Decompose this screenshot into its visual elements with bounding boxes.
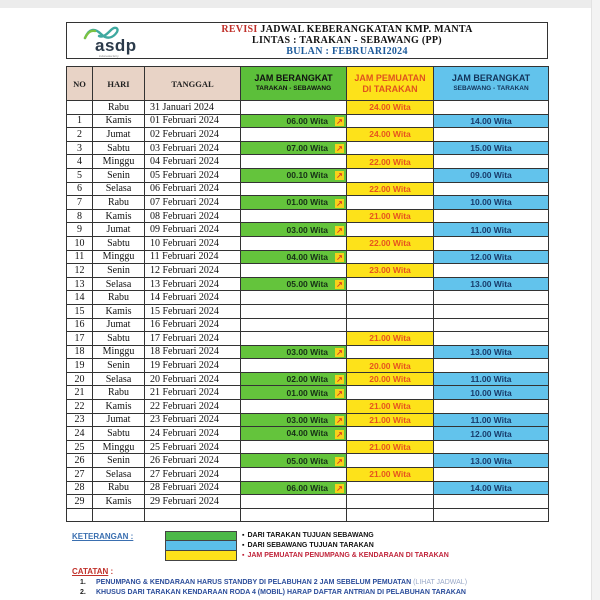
cell-depart-tarakan [241, 386, 347, 400]
cell-tanggal: 27 Februari 2024 [145, 468, 241, 482]
legend-item-text: DARI TARAKAN TUJUAN SEBAWANG [247, 532, 374, 539]
cell-hari: Minggu [93, 345, 145, 359]
table-row [67, 454, 549, 468]
cell-tanggal: 10 Februari 2024 [145, 236, 241, 250]
cell-hari: Senin [93, 168, 145, 182]
cell-depart-tarakan [241, 277, 347, 291]
cell-hari: Rabu [93, 101, 145, 115]
column-header-depart-tarakan [241, 67, 347, 101]
cell-depart-sebawang [434, 359, 549, 373]
legend-label: KETERANGAN : [72, 532, 134, 541]
page-edge-right [591, 0, 600, 600]
cell-loading-tarakan: 20.00 Wita [347, 372, 434, 386]
schedule-header [66, 22, 548, 59]
cell-depart-tarakan [241, 155, 347, 169]
arrow-up-right-icon: ↗ [336, 348, 343, 358]
legend-items [242, 531, 449, 561]
column-header-depart-sebawang [434, 67, 549, 101]
cell-depart-sebawang [434, 236, 549, 250]
legend-swatches [165, 531, 237, 561]
cell-hari [93, 508, 145, 522]
table-row [67, 372, 549, 386]
cell-hari: Selasa [93, 372, 145, 386]
note-text: PENUMPANG & KENDARAAN HARUS STANDBY DI PELABUHAN 2 JAM SEBELUM PEMUATAN [96, 579, 414, 586]
cell-loading-tarakan [347, 223, 434, 237]
cell-tanggal: 23 Februari 2024 [145, 413, 241, 427]
schedule-table [66, 66, 549, 522]
cell-no: 16 [67, 318, 93, 332]
cell-no: 3 [67, 141, 93, 155]
cell-loading-tarakan: 22.00 Wita [347, 155, 434, 169]
cell-tanggal: 22 Februari 2024 [145, 400, 241, 414]
asdp-logo [79, 26, 149, 56]
cell-no: 2 [67, 128, 93, 142]
legend-item [242, 541, 449, 551]
cell-loading-tarakan [347, 141, 434, 155]
cell-depart-sebawang: 11.00 Wita [434, 372, 549, 386]
cell-no: 12 [67, 264, 93, 278]
cell-loading-tarakan [347, 250, 434, 264]
cell-tanggal: 04 Februari 2024 [145, 155, 241, 169]
cell-tanggal: 17 Februari 2024 [145, 332, 241, 346]
cell-depart-tarakan [241, 345, 347, 359]
legend-swatch-blue [166, 541, 236, 550]
column-header-subline: SEBAWANG - TARAKAN [453, 85, 529, 92]
cell-hari: Rabu [93, 481, 145, 495]
cell-hari: Kamis [93, 304, 145, 318]
table-row [67, 318, 549, 332]
cell-no: 10 [67, 236, 93, 250]
legend-item-text: DARI SEBAWANG TUJUAN TARAKAN [247, 542, 374, 549]
table-row [67, 359, 549, 373]
table-row [67, 332, 549, 346]
depart-time: 02.00 Wita [286, 374, 328, 385]
cell-tanggal: 21 Februari 2024 [145, 386, 241, 400]
arrow-up-right-icon: ↗ [336, 171, 343, 181]
cell-depart-sebawang [434, 101, 549, 115]
arrow-up-right-icon: ↗ [336, 375, 343, 385]
table-row [67, 168, 549, 182]
note-number: 2. [80, 589, 86, 596]
title-block [157, 23, 537, 57]
depart-time: 05.00 Wita [286, 455, 328, 466]
cell-depart-tarakan [241, 141, 347, 155]
cell-depart-sebawang: 09.00 Wita [434, 168, 549, 182]
month-title: BULAN : FEBRUARI2024 [286, 46, 408, 57]
arrow-up-right-icon: ↗ [336, 388, 343, 398]
table-row [67, 345, 549, 359]
table-row [67, 264, 549, 278]
cell-loading-tarakan [347, 291, 434, 305]
bullet-icon: ▪ [242, 542, 245, 549]
cell-depart-sebawang: 15.00 Wita [434, 141, 549, 155]
cell-loading-tarakan [347, 277, 434, 291]
cell-depart-sebawang: 13.00 Wita [434, 454, 549, 468]
depart-time: 06.00 Wita [286, 482, 328, 493]
cell-tanggal: 31 Januari 2024 [145, 101, 241, 115]
cell-depart-tarakan [241, 209, 347, 223]
table-row [67, 468, 549, 482]
cell-depart-sebawang: 12.00 Wita [434, 250, 549, 264]
notes-label-text: CATATAN [72, 567, 109, 576]
cell-depart-tarakan [241, 264, 347, 278]
title-revision: REVISI [221, 24, 258, 35]
cell-loading-tarakan [347, 454, 434, 468]
depart-time: 00.10 Wita [286, 170, 328, 181]
cell-no: 23 [67, 413, 93, 427]
cell-depart-sebawang: 14.00 Wita [434, 114, 549, 128]
cell-tanggal: 03 Februari 2024 [145, 141, 241, 155]
cell-no: 18 [67, 345, 93, 359]
cell-no: 4 [67, 155, 93, 169]
cell-depart-tarakan [241, 101, 347, 115]
cell-depart-sebawang [434, 508, 549, 522]
cell-loading-tarakan: 24.00 Wita [347, 128, 434, 142]
table-row [67, 427, 549, 441]
cell-no: 21 [67, 386, 93, 400]
cell-hari: Selasa [93, 277, 145, 291]
table-row [67, 277, 549, 291]
cell-hari: Senin [93, 264, 145, 278]
cell-no [67, 101, 93, 115]
cell-no: 8 [67, 209, 93, 223]
cell-no: 24 [67, 427, 93, 441]
cell-loading-tarakan [347, 318, 434, 332]
cell-hari: Rabu [93, 196, 145, 210]
cell-depart-sebawang: 11.00 Wita [434, 223, 549, 237]
cell-tanggal: 13 Februari 2024 [145, 277, 241, 291]
cell-loading-tarakan [347, 386, 434, 400]
cell-no: 14 [67, 291, 93, 305]
table-row [67, 304, 549, 318]
depart-time: 01.00 Wita [286, 197, 328, 208]
table-row [67, 413, 549, 427]
cell-loading-tarakan: 21.00 Wita [347, 400, 434, 414]
cell-depart-sebawang [434, 440, 549, 454]
depart-time: 06.00 Wita [286, 115, 328, 126]
depart-time: 03.00 Wita [286, 414, 328, 425]
cell-loading-tarakan [347, 495, 434, 509]
cell-tanggal: 25 Februari 2024 [145, 440, 241, 454]
cell-depart-sebawang: 12.00 Wita [434, 427, 549, 441]
cell-depart-sebawang [434, 468, 549, 482]
page-title [157, 24, 537, 35]
cell-depart-tarakan [241, 114, 347, 128]
cell-depart-sebawang [434, 304, 549, 318]
cell-no: 6 [67, 182, 93, 196]
cell-depart-sebawang [434, 209, 549, 223]
cell-hari: Sabtu [93, 236, 145, 250]
route-title: LINTAS : TARAKAN - SEBAWANG (PP) [252, 35, 442, 46]
cell-depart-tarakan [241, 468, 347, 482]
cell-tanggal: 02 Februari 2024 [145, 128, 241, 142]
depart-time: 01.00 Wita [286, 387, 328, 398]
cell-depart-tarakan [241, 196, 347, 210]
table-row [67, 114, 549, 128]
cell-depart-tarakan [241, 481, 347, 495]
cell-loading-tarakan [347, 427, 434, 441]
cell-depart-tarakan [241, 454, 347, 468]
column-header-subline: TARAKAN - SEBAWANG [255, 85, 332, 92]
cell-hari: Sabtu [93, 141, 145, 155]
cell-depart-sebawang: 14.00 Wita [434, 481, 549, 495]
cell-hari: Jumat [93, 128, 145, 142]
cell-tanggal: 08 Februari 2024 [145, 209, 241, 223]
cell-depart-tarakan [241, 291, 347, 305]
cell-depart-tarakan [241, 372, 347, 386]
cell-depart-tarakan [241, 318, 347, 332]
cell-no: 11 [67, 250, 93, 264]
cell-loading-tarakan: 21.00 Wita [347, 440, 434, 454]
cell-depart-sebawang: 13.00 Wita [434, 345, 549, 359]
cell-loading-tarakan [347, 508, 434, 522]
cell-no: 9 [67, 223, 93, 237]
cell-hari: Minggu [93, 250, 145, 264]
cell-depart-sebawang [434, 400, 549, 414]
cell-loading-tarakan: 22.00 Wita [347, 182, 434, 196]
table-row [67, 209, 549, 223]
cell-depart-sebawang [434, 155, 549, 169]
notes-label [72, 567, 113, 576]
cell-depart-tarakan [241, 223, 347, 237]
cell-no: 29 [67, 495, 93, 509]
depart-time: 03.00 Wita [286, 346, 328, 357]
arrow-up-right-icon: ↗ [336, 252, 343, 262]
note-text: KHUSUS DARI TARAKAN KENDARAAN RODA 4 (MOBIL) HARAP DAFTAR ANTRIAN DI PELABUHAN TARAKAN [96, 589, 466, 596]
depart-time: 05.00 Wita [286, 278, 328, 289]
table-header-row [67, 67, 549, 101]
cell-hari: Senin [93, 454, 145, 468]
arrow-up-right-icon: ↗ [336, 144, 343, 154]
cell-hari: Jumat [93, 413, 145, 427]
depart-time: 03.00 Wita [286, 224, 328, 235]
cell-depart-tarakan [241, 236, 347, 250]
legend-item-text: JAM PEMUATAN PENUMPANG & KENDARAAN DI TARAKAN [247, 552, 449, 559]
arrow-up-right-icon: ↗ [336, 456, 343, 466]
cell-depart-sebawang: 10.00 Wita [434, 386, 549, 400]
cell-depart-tarakan [241, 508, 347, 522]
table-row [67, 400, 549, 414]
cell-depart-tarakan [241, 168, 347, 182]
bullet-icon: ▪ [242, 532, 245, 539]
title-main: JADWAL KEBERANGKATAN KMP. MANTA [260, 24, 473, 35]
cell-no: 25 [67, 440, 93, 454]
schedule-body [67, 101, 549, 522]
cell-tanggal: 24 Februari 2024 [145, 427, 241, 441]
note-paren: (LIHAT JADWAL) [413, 579, 468, 586]
cell-no: 15 [67, 304, 93, 318]
cell-hari: Kamis [93, 495, 145, 509]
cell-depart-tarakan [241, 427, 347, 441]
cell-depart-tarakan [241, 304, 347, 318]
cell-hari: Kamis [93, 114, 145, 128]
cell-tanggal: 05 Februari 2024 [145, 168, 241, 182]
table-row [67, 250, 549, 264]
cell-hari: Rabu [93, 291, 145, 305]
cell-tanggal: 09 Februari 2024 [145, 223, 241, 237]
cell-tanggal: 12 Februari 2024 [145, 264, 241, 278]
cell-tanggal: 29 Februari 2024 [145, 495, 241, 509]
cell-hari: Kamis [93, 400, 145, 414]
cell-tanggal: 06 Februari 2024 [145, 182, 241, 196]
cell-loading-tarakan [347, 304, 434, 318]
cell-depart-tarakan [241, 400, 347, 414]
logo-tagline: indonesia ferry [99, 54, 119, 58]
table-row [67, 196, 549, 210]
cell-depart-sebawang: 10.00 Wita [434, 196, 549, 210]
table-row [67, 386, 549, 400]
column-header-loading-tarakan [347, 67, 434, 101]
legend-swatch-yellow [166, 551, 236, 560]
cell-loading-tarakan: 23.00 Wita [347, 264, 434, 278]
logo-text: asdp [95, 36, 137, 55]
cell-depart-sebawang: 13.00 Wita [434, 277, 549, 291]
cell-tanggal: 11 Februari 2024 [145, 250, 241, 264]
cell-tanggal: 18 Februari 2024 [145, 345, 241, 359]
cell-hari: Minggu [93, 155, 145, 169]
note-number: 1. [80, 579, 86, 586]
cell-tanggal: 14 Februari 2024 [145, 291, 241, 305]
legend-item [242, 531, 449, 541]
cell-tanggal: 07 Februari 2024 [145, 196, 241, 210]
cell-hari: Sabtu [93, 427, 145, 441]
table-row [67, 291, 549, 305]
cell-loading-tarakan: 21.00 Wita [347, 468, 434, 482]
cell-depart-tarakan [241, 182, 347, 196]
cell-hari: Jumat [93, 223, 145, 237]
note-item [80, 588, 467, 598]
cell-loading-tarakan: 21.00 Wita [347, 332, 434, 346]
cell-hari: Sabtu [93, 332, 145, 346]
table-row [67, 440, 549, 454]
cell-loading-tarakan [347, 196, 434, 210]
column-header-line: JAM PEMUATAN [354, 72, 426, 83]
cell-depart-sebawang [434, 264, 549, 278]
cell-no: 1 [67, 114, 93, 128]
cell-loading-tarakan: 20.00 Wita [347, 359, 434, 373]
notes-label-suffix: : [108, 567, 114, 576]
cell-depart-tarakan [241, 332, 347, 346]
arrow-up-right-icon: ↗ [336, 429, 343, 439]
column-header-subline: DI TARAKAN [362, 83, 418, 94]
cell-hari: Senin [93, 359, 145, 373]
arrow-up-right-icon: ↗ [336, 416, 343, 426]
page-edge [0, 0, 600, 8]
cell-loading-tarakan: 21.00 Wita [347, 209, 434, 223]
cell-tanggal: 15 Februari 2024 [145, 304, 241, 318]
cell-no: 28 [67, 481, 93, 495]
cell-loading-tarakan [347, 345, 434, 359]
cell-tanggal: 16 Februari 2024 [145, 318, 241, 332]
cell-tanggal: 20 Februari 2024 [145, 372, 241, 386]
cell-depart-tarakan [241, 440, 347, 454]
note-item [80, 578, 467, 588]
column-header-line: JAM BERANGKAT [254, 73, 333, 83]
cell-tanggal: 26 Februari 2024 [145, 454, 241, 468]
arrow-up-right-icon: ↗ [336, 198, 343, 208]
depart-time: 07.00 Wita [286, 142, 328, 153]
cell-depart-sebawang: 11.00 Wita [434, 413, 549, 427]
table-row [67, 128, 549, 142]
cell-depart-tarakan [241, 495, 347, 509]
cell-depart-tarakan [241, 413, 347, 427]
arrow-up-right-icon: ↗ [336, 117, 343, 127]
table-row [67, 236, 549, 250]
cell-no: 5 [67, 168, 93, 182]
cell-no: 7 [67, 196, 93, 210]
cell-tanggal [145, 508, 241, 522]
legend-swatch-green [166, 532, 236, 541]
cell-no: 26 [67, 454, 93, 468]
table-row [67, 141, 549, 155]
column-header-tanggal: TANGGAL [145, 67, 241, 101]
table-row [67, 481, 549, 495]
arrow-up-right-icon: ↗ [336, 484, 343, 494]
cell-loading-tarakan [347, 168, 434, 182]
column-header-hari: HARI [93, 67, 145, 101]
cell-no: 19 [67, 359, 93, 373]
arrow-up-right-icon: ↗ [336, 225, 343, 235]
cell-depart-tarakan [241, 250, 347, 264]
table-row [67, 155, 549, 169]
cell-depart-tarakan [241, 359, 347, 373]
cell-depart-tarakan [241, 128, 347, 142]
cell-loading-tarakan [347, 114, 434, 128]
cell-loading-tarakan: 22.00 Wita [347, 236, 434, 250]
cell-loading-tarakan: 24.00 Wita [347, 101, 434, 115]
cell-hari: Selasa [93, 182, 145, 196]
cell-loading-tarakan [347, 481, 434, 495]
table-row [67, 508, 549, 522]
table-row [67, 223, 549, 237]
cell-no: 17 [67, 332, 93, 346]
depart-time: 04.00 Wita [286, 251, 328, 262]
table-row [67, 101, 549, 115]
bullet-icon: ▪ [242, 552, 245, 559]
depart-time: 04.00 Wita [286, 428, 328, 439]
notes-list [80, 578, 467, 598]
cell-tanggal: 01 Februari 2024 [145, 114, 241, 128]
cell-hari: Minggu [93, 440, 145, 454]
table-row [67, 182, 549, 196]
column-header-no: NO [67, 67, 93, 101]
cell-no [67, 508, 93, 522]
cell-no: 27 [67, 468, 93, 482]
cell-no: 22 [67, 400, 93, 414]
table-row [67, 495, 549, 509]
cell-depart-sebawang [434, 291, 549, 305]
cell-depart-sebawang [434, 182, 549, 196]
cell-no: 13 [67, 277, 93, 291]
cell-hari: Jumat [93, 318, 145, 332]
cell-hari: Kamis [93, 209, 145, 223]
cell-hari: Selasa [93, 468, 145, 482]
legend-item [242, 551, 449, 561]
cell-depart-sebawang [434, 332, 549, 346]
cell-depart-sebawang [434, 128, 549, 142]
cell-loading-tarakan: 21.00 Wita [347, 413, 434, 427]
arrow-up-right-icon: ↗ [336, 280, 343, 290]
cell-tanggal: 19 Februari 2024 [145, 359, 241, 373]
column-header-line: JAM BERANGKAT [451, 73, 531, 83]
cell-hari: Rabu [93, 386, 145, 400]
cell-tanggal: 28 Februari 2024 [145, 481, 241, 495]
cell-no: 20 [67, 372, 93, 386]
cell-depart-sebawang [434, 495, 549, 509]
cell-depart-sebawang [434, 318, 549, 332]
